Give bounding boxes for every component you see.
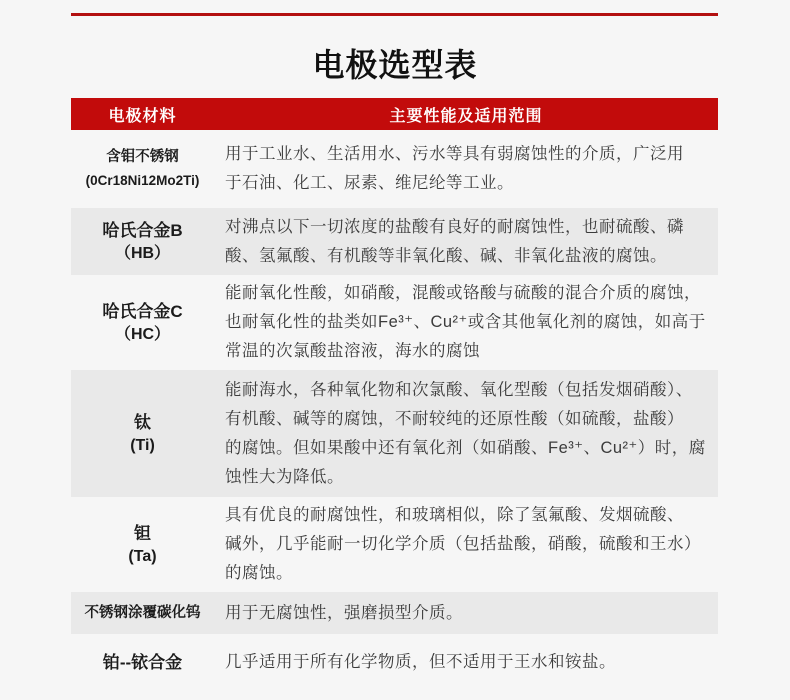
material-code: （HC） <box>114 325 171 343</box>
description-line: 蚀性大为降低。 <box>225 467 344 486</box>
table-row <box>71 634 718 690</box>
material-cell <box>71 300 214 346</box>
material-cell <box>71 219 214 265</box>
description-line: 的腐蚀。 <box>225 564 293 582</box>
description-cell <box>214 279 718 366</box>
description-line: 酸、氢氟酸、有机酸等非氧化酸、碱、非氧化盐液的腐蚀。 <box>225 246 667 265</box>
material-code: (0Cr18Ni12Mo2Ti) <box>85 173 200 188</box>
material-name: 哈氏合金C <box>102 301 183 321</box>
description-line: 有机酸、碱等的腐蚀，不耐较纯的还原性酸（如硫酸，盐酸） <box>225 409 684 428</box>
table-row <box>71 370 718 497</box>
material-name: 含钼不锈钢 <box>106 149 179 165</box>
table-row <box>71 592 718 634</box>
description-line: 用于工业水、生活用水、污水等具有弱腐蚀性的介质，广泛用 <box>225 145 684 163</box>
electrode-table <box>71 98 718 690</box>
table-header-row <box>71 98 718 130</box>
material-name: 不锈钢涂覆碳化钨 <box>84 604 201 621</box>
description-line: 能耐氧化性酸，如硝酸，混酸或铬酸与硫酸的混合介质的腐蚀， <box>225 284 701 302</box>
page-title: 电极选型表 <box>312 47 478 83</box>
material-code: (Ta) <box>128 547 157 565</box>
description-cell <box>214 599 718 628</box>
description-line: 的腐蚀。但如果酸中还有氧化剂（如硝酸、Fe³⁺、Cu²⁺）时，腐 <box>225 438 706 457</box>
description-line: 具有优良的耐腐蚀性，和玻璃相似，除了氢氟酸、发烟硫酸、 <box>225 506 684 524</box>
description-line: 也耐氧化性的盐类如Fe³⁺、Cu²⁺或含其他氧化剂的腐蚀，如高于 <box>225 313 706 331</box>
material-cell <box>71 411 214 457</box>
decorative-red-line <box>71 13 718 16</box>
description-line: 能耐海水，各种氧化物和次氯酸、氧化型酸（包括发烟硝酸）、 <box>225 380 693 399</box>
description-line: 几乎适用于所有化学物质，但不适用于王水和铵盐。 <box>225 652 616 671</box>
material-cell <box>71 146 214 192</box>
description-line: 常温的次氯酸盐溶液，海水的腐蚀 <box>225 342 480 360</box>
header-description: 主要性能及适用范围 <box>389 107 543 125</box>
material-cell <box>71 651 214 674</box>
description-line: 对沸点以下一切浓度的盐酸有良好的耐腐蚀性，也耐硫酸、磷 <box>225 217 684 236</box>
material-code: （HB） <box>114 244 171 262</box>
description-line: 用于无腐蚀性，强磨损型介质。 <box>225 603 463 622</box>
material-code: (Ti) <box>130 436 155 454</box>
description-line: 于石油、化工、尿素、维尼纶等工业。 <box>225 174 514 192</box>
material-name: 钛 <box>134 412 151 432</box>
table-row <box>71 130 718 208</box>
table-row <box>71 208 718 275</box>
header-material: 电极材料 <box>108 107 177 125</box>
table-row <box>71 497 718 592</box>
material-name: 铂--铱合金 <box>102 652 183 672</box>
description-line: 碱外，几乎能耐一切化学介质（包括盐酸，硝酸，硫酸和王水） <box>225 535 701 553</box>
table-row <box>71 275 718 370</box>
material-cell <box>71 602 214 625</box>
description-cell <box>214 501 718 588</box>
description-cell <box>214 140 718 198</box>
material-name: 哈氏合金B <box>102 220 183 240</box>
description-cell <box>214 376 718 492</box>
description-cell <box>214 213 718 271</box>
description-cell <box>214 648 718 677</box>
material-cell <box>71 522 214 568</box>
material-name: 钽 <box>134 523 151 543</box>
